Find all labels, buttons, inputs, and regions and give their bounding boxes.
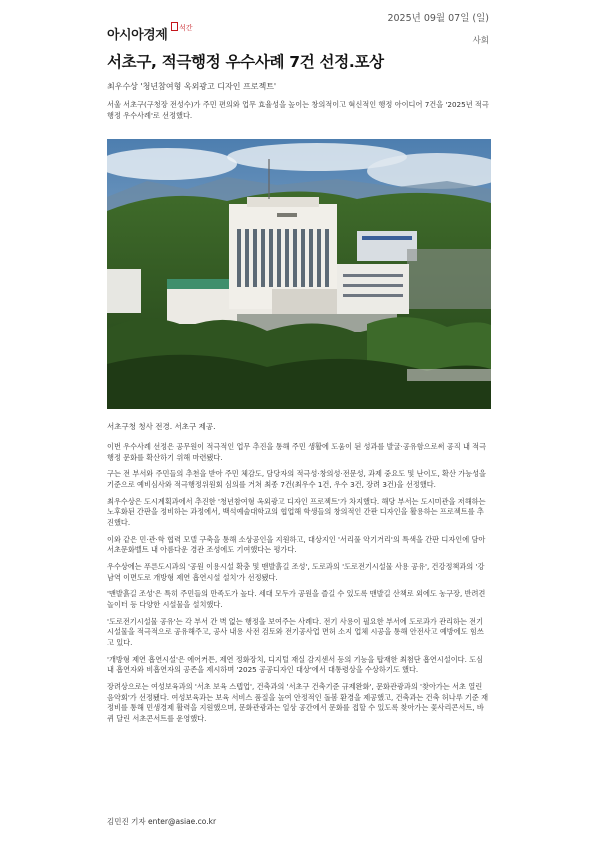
article-headline: 서초구, 적극행정 우수사례 7건 선정.포상 bbox=[107, 53, 384, 71]
article-byline: 김민진 기자 enter@asiae.co.kr bbox=[107, 817, 217, 826]
body-paragraph: 이번 우수사례 선정은 공무원이 적극적인 업무 추진을 통해 주민 생활에 도움이 된 성과를 발굴·공유함으로써 공직 내 적극행정 문화를 확산하기 위해 마련됐다. bbox=[107, 442, 487, 462]
edition-mark-icon bbox=[171, 22, 178, 31]
edition-label: 석간 bbox=[179, 24, 193, 32]
body-paragraph: '맨발흙길 조성'은 특히 주민들의 만족도가 높다. 세대 모두가 공원을 즐길 수 있도록 맨발길 산책로 외에도 농구장, 반려견 놀이터 등 다양한 시설물을 설치했다. bbox=[107, 589, 486, 610]
article-lead: 서울 서초구(구청장 전성수)가 주민 편의와 업무 효율성을 높이는 창의적이고 혁신적인 행정 아이디어 7건을 '2025년 적극행정 우수사례'로 선정했다. bbox=[107, 100, 489, 120]
publication-date: 2025년 09월 07일 (일) bbox=[387, 13, 489, 24]
body-paragraph: 이와 같은 민·관·학 협력 모델 구축을 통해 소상공인을 지원하고, 대상지인 '서리풀 악기거리'의 특색을 간판 디자인에 담아 서초문화벨트 내 아름다운 경관 조성에도 기여했다는 평가다. bbox=[107, 534, 486, 555]
body-paragraph: 장려상으로는 여성보육과의 '서초 보육 스텝업', 건축과의 '서초구 건축기준 규제완화', 문화관광과의 '찾아가는 서초 열린음악회'가 선정됐다. 여성보육과는 보육 서비스 품질을 높여 안정적인 돌봄 환경을 제공했고, 건축과는 건축 허나루 기준 재정비를 통해 민생경제 활력을 지원했으며, 문화관광과는 일상 공간에서 문화를 접할 수 있도록 찾아가는 꽃사리콘서트, 바퀴 달린 서초콘서트를 운영했다. bbox=[107, 682, 489, 723]
section-label: 사회 bbox=[472, 36, 489, 46]
article-subhead: 최우수상 '청년참여형 옥외광고 디자인 프로젝트' bbox=[107, 82, 277, 91]
article-photo bbox=[107, 139, 491, 409]
body-paragraph: 최우수상은 도시계획과에서 추진한 '청년참여형 옥외광고 디자인 프로젝트'가 차지했다. 해당 부서는 도시미관을 저해하는 노후화된 간판을 정비하는 과정에서, 백석예술대학교의 협업해 학생들의 창의적인 간판 디자인을 활용하는 프로젝트를 추진했다. bbox=[107, 496, 486, 527]
body-paragraph: '개방형 제연 흡연시설'은 에어커튼, 제연 정화장치, 디지털 재실 감지센서 등의 기능을 탑재한 최첨단 흡연시설이다. 도심 내 흡연자와 비흡연자의 공존을 제시하며 '2025 공공디자인 대상'에서 대통령상을 수상하기도 했다. bbox=[107, 654, 484, 675]
body-paragraph: 우수상에는 푸른도시과의 '공원 이용시설 확충 및 맨발흙길 조성', 도로과의 '도로전기시설물 사용 공유', 건강정책과의 '강남역 이면도로 개방형 제연 흡연시설 설치'가 선정됐다. bbox=[107, 562, 485, 582]
body-paragraph: 구는 전 부서와 주민들의 추천을 받아 주민 체감도, 담당자의 적극성·창의성·전문성, 과제 중요도 및 난이도, 확산 가능성을 기준으로 예비심사와 적극행정위원회 심의를 거쳐 최종 7건(최우수 1건, 우수 3건, 장려 3건)을 선정했다. bbox=[107, 469, 486, 489]
gu-office-building-photo bbox=[107, 139, 491, 409]
article-body bbox=[107, 442, 489, 731]
newspaper-logo: 아시아경제 bbox=[107, 28, 168, 43]
photo-caption: 서초구청 청사 전경. 서초구 제공. bbox=[107, 422, 216, 431]
page-header bbox=[107, 10, 489, 46]
body-paragraph: '도로전기시설물 공유'는 각 부서 간 벽 없는 행정을 보여주는 사례다. 전기 사용이 필요한 부서에 도로과가 관리하는 전기시설물을 적극적으로 공유해주고, 공사 내용 사전 검토와 전기공사업 면허 소지 업체 시공을 통해 안전사고 예방에도 힘쓰고 있다. bbox=[107, 616, 484, 648]
edition-badge bbox=[171, 22, 193, 33]
